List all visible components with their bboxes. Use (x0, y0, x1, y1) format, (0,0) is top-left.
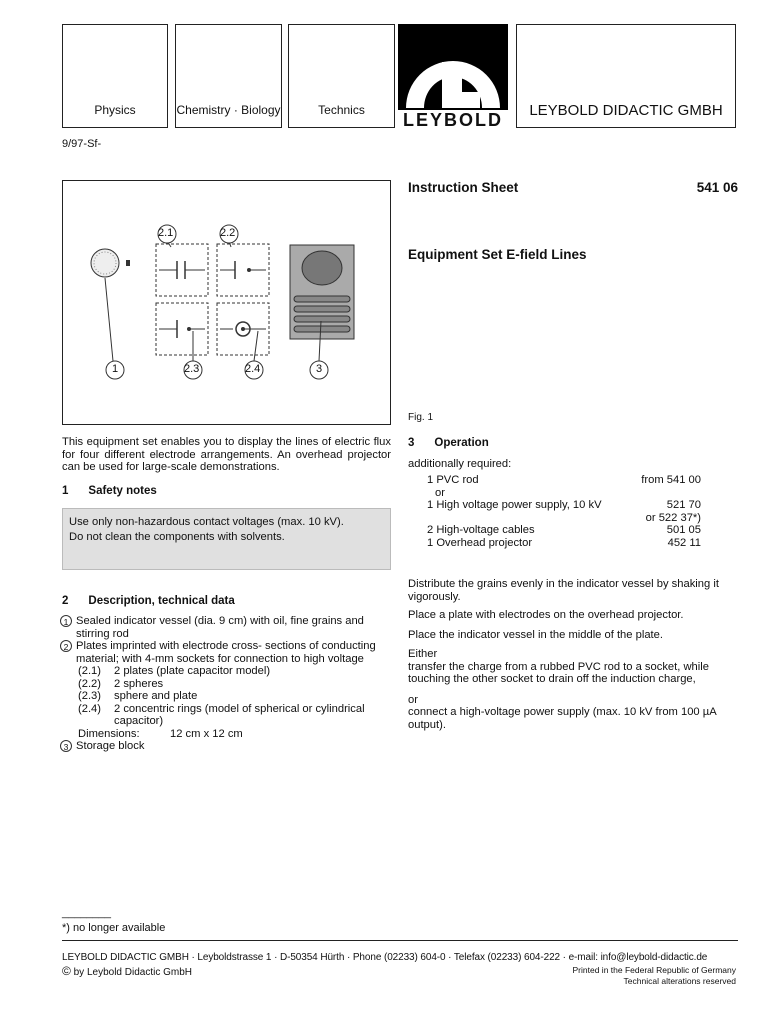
sub-item: (2.4) 2 concentric rings (model of spherical or cylindrical capacitor) (78, 702, 365, 727)
sphere-and-plate-icon (156, 303, 208, 355)
list-item: or 522 37*) (645, 511, 701, 524)
paragraph: Distribute the grains evenly in the indicator vessel by shaking it vigorously. (408, 578, 719, 603)
logo-wordmark: LEYBOLD (402, 110, 503, 130)
footer-legal (480, 965, 736, 987)
paragraph: Place a plate with electrodes on the overhead projector. (408, 609, 684, 621)
list-item: 3 Storage block (60, 740, 391, 753)
leybold-logo (398, 24, 508, 130)
figure-caption: Fig. 1 (408, 412, 434, 423)
sub-list (60, 665, 391, 740)
doc-code: 9/97-Sf- (62, 138, 102, 150)
paragraph: transfer the charge from a rubbed PVC rod to a socket, while touching the other socket to drain off the induction charge, (408, 660, 709, 685)
callout-2-1: 2.1 (158, 227, 174, 239)
paragraph: Either (408, 648, 438, 660)
alterations-note: Technical alterations reserved (623, 976, 736, 986)
callout-2-4: 2.4 (245, 363, 261, 375)
intro-paragraph: This equipment set enables you to display the lines of electric flux for four different electrode arrangements. An overhead projector can be used for large-scale demonstrations. (62, 436, 391, 473)
operation-heading: 3 Operation (408, 437, 489, 449)
item-number-badge: 2 (60, 640, 72, 652)
footnote: *) no longer available (62, 922, 166, 934)
callout-2-2: 2.2 (220, 227, 236, 239)
list-item: or (435, 486, 445, 499)
sub-item: (2.1) 2 plates (plate capacitor model) (78, 665, 271, 677)
tab-label: Chemistry · Biology (176, 103, 281, 117)
two-spheres-icon (217, 244, 269, 296)
list-item: 2 Plates imprinted with electrode cross- sections of conducting material; with 4-mm sockets for connection to high voltage (60, 640, 391, 665)
sheet-number: 541 06 (696, 180, 738, 195)
dimensions: Dimensions: 12 cm x 12 cm (78, 727, 243, 740)
footer-address: LEYBOLD DIDACTIC GMBH · Leyboldstrasse 1 · D-50354 Hürth · Phone (02233) 604-0 · Telefax (02233) 604-222 · e-mail: info@leybold-didactic.de (62, 952, 708, 963)
safety-notes-box (62, 508, 391, 570)
plate-capacitor-icon (156, 244, 208, 296)
paragraph: connect a high-voltage power supply (max. 10 kV from 100 µA output). (408, 706, 717, 731)
description-heading: 2 Description, technical data (62, 595, 235, 607)
additionally-required: additionally required: (408, 458, 512, 470)
operation-instructions (408, 578, 738, 731)
figure-1 (62, 180, 391, 425)
header-tab-technics (288, 24, 395, 128)
printed-note: Printed in the Federal Republic of Germany (572, 965, 736, 975)
concentric-rings-icon (217, 303, 269, 355)
item-number-badge: 3 (60, 740, 72, 752)
callout-1: 1 (112, 363, 119, 375)
safety-note: Do not clean the components with solvents. (69, 531, 285, 543)
callout-3: 3 (316, 363, 323, 375)
header-tab-chemistry-biology (175, 24, 282, 128)
company-name: LEYBOLD DIDACTIC GMBH (529, 102, 723, 119)
sub-item: (2.3) sphere and plate (78, 690, 198, 702)
sub-item: (2.2) 2 spheres (78, 677, 164, 690)
copyright-icon: © (62, 964, 71, 978)
list-item: 1 Sealed indicator vessel (dia. 9 cm) with oil, fine grains and stirring rod (60, 615, 391, 640)
list-item: 2 High-voltage cables 501 05 (427, 524, 701, 536)
item-number-badge: 1 (60, 615, 72, 627)
footer-copyright: © by Leybold Didactic GmbH (62, 964, 193, 978)
footnote-rule: ________ (62, 907, 111, 919)
indicator-vessel-icon (91, 249, 130, 277)
footer-rule (62, 940, 738, 941)
required-equipment-list (427, 474, 701, 549)
safety-note: Use only non-hazardous contact voltages (max. 10 kV). (69, 516, 344, 528)
list-item: 1 High voltage power supply, 10 kV 521 70 (427, 499, 701, 511)
header-tab-physics (62, 24, 168, 128)
tab-label: Technics (318, 103, 365, 117)
sheet-title: Equipment Set E-field Lines (408, 247, 587, 262)
tab-label: Physics (94, 103, 136, 117)
paragraph: or (408, 693, 418, 706)
list-item: 1 Overhead projector 452 11 (427, 536, 701, 549)
safety-heading: 1 Safety notes (62, 485, 157, 497)
company-box (516, 24, 736, 128)
callout-2-3: 2.3 (184, 363, 200, 375)
equipment-illustration (63, 181, 390, 424)
list-item: 1 PVC rod from 541 00 (427, 474, 701, 486)
paragraph: Place the indicator vessel in the middle of the plate. (408, 628, 663, 641)
instruction-sheet-label: Instruction Sheet (408, 180, 519, 195)
description-list (60, 615, 391, 753)
storage-block-icon (290, 245, 354, 339)
